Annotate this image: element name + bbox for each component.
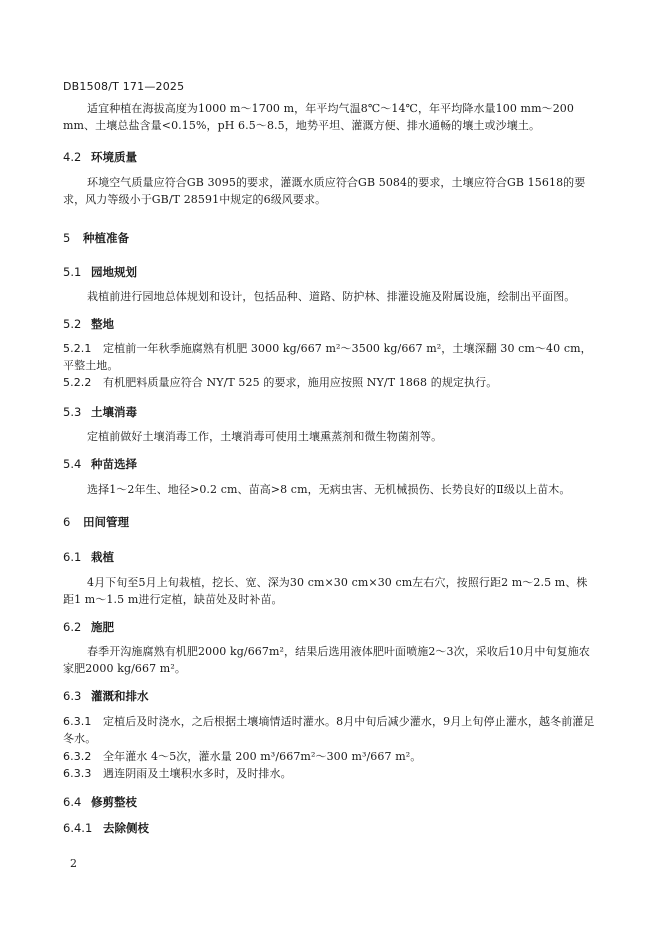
section-5-2-heading [63,316,595,332]
section-6-3-heading [63,688,595,704]
clause-number: 5.2.1 [63,342,92,355]
clause-5-2-1 [63,340,595,374]
section-title: 种苗选择 [91,457,137,471]
section-5-4-heading [63,456,595,472]
section-title: 田间管理 [83,515,129,529]
clause-6-3-3 [63,765,595,782]
section-number: 6.4.1 [63,821,93,835]
section-title: 灌溉和排水 [91,689,149,703]
paragraph-soil-disinfection: 定植前做好土壤消毒工作，土壤消毒可使用土壤熏蒸剂和微生物菌剂等。 [87,430,443,443]
section-number: 5.3 [63,405,82,419]
clause-6-3-2 [63,748,595,765]
paragraph-environment-quality: 环境空气质量应符合GB 3095的要求，灌溉水质应符合GB 5084的要求，土壤应符合GB 15618的要求，风力等级小于GB/T 28591中规定的6级风要求。 [63,176,586,206]
clause-text: 定植后及时浇水，之后根据土壤墒情适时灌水。8月中旬后减少灌水，9月上旬停止灌水，越冬前灌足冬水。 [63,715,595,745]
section-title: 施肥 [91,620,114,634]
section-5-heading [63,230,595,246]
page-number: 2 [70,857,77,870]
section-title: 去除侧枝 [103,821,149,835]
clause-number: 6.3.1 [63,715,92,728]
section-number: 5.2 [63,317,82,331]
section-number: 5.4 [63,457,82,471]
section-number: 5.1 [63,265,82,279]
section-title: 种植准备 [83,231,129,245]
section-4-2-heading [63,149,595,165]
paragraph-fertilization: 春季开沟施腐熟有机肥2000 kg/667m²，结果后选用液体肥叶面喷施2～3次，采收后10月中旬复施农家肥2000 kg/667 m²。 [63,645,590,675]
clause-text: 全年灌水 4～5次，灌水量 200 m³/667m²～300 m³/667 m²。 [103,750,422,763]
section-number: 6.4 [63,795,82,809]
paragraph-site-conditions: 适宜种植在海拔高度为1000 m～1700 m，年平均气温8℃～14℃，年平均降水量100 mm～200 mm、土壤总盐含量<0.15%，pH 6.5～8.5，地势平坦、灌溉方便、排水通畅的壤土或沙壤土。 [63,102,574,132]
section-number: 4.2 [63,150,82,164]
clause-text: 遇连阴雨及土壤积水多时，及时排水。 [103,767,292,780]
section-number: 6.3 [63,689,82,703]
section-number: 6 [63,515,71,529]
section-6-heading [63,514,595,530]
clause-number: 6.3.2 [63,750,92,763]
paragraph-garden-planning: 栽植前进行园地总体规划和设计，包括品种、道路、防护林、排灌设施及附属设施，绘制出平面图。 [87,290,576,303]
clause-number: 6.3.3 [63,767,92,780]
clause-5-2-2 [63,374,595,391]
section-number: 5 [63,231,71,245]
section-title: 土壤消毒 [91,405,137,419]
paragraph-planting: 4月下旬至5月上旬栽植，挖长、宽、深为30 cm×30 cm×30 cm左右穴，按照行距2 m～2.5 m、株距1 m～1.5 m进行定植，缺苗处及时补苗。 [63,576,588,606]
section-6-4-heading [63,794,595,810]
section-6-2-heading [63,619,595,635]
section-number: 6.1 [63,550,82,564]
section-5-1-heading [63,264,595,280]
clause-text: 定植前一年秋季施腐熟有机肥 3000 kg/667 m²～3500 kg/667 m²，土壤深翻 30 cm～40 cm，平整土地。 [63,342,592,372]
clause-6-3-1 [63,713,595,747]
section-title: 整地 [91,317,114,331]
section-title: 修剪整枝 [91,795,137,809]
section-title: 环境质量 [91,150,137,164]
standard-number: DB1508/T 171—2025 [63,80,185,93]
paragraph-seedling-selection: 选择1～2年生、地径>0.2 cm、苗高>8 cm，无病虫害、无机械损伤、长势良好的Ⅱ级以上苗木。 [87,483,571,496]
clause-text: 有机肥料质量应符合 NY/T 525 的要求，施用应按照 NY/T 1868 的规定执行。 [103,376,498,389]
section-number: 6.2 [63,620,82,634]
section-5-3-heading [63,404,595,420]
section-6-1-heading [63,549,595,565]
section-title: 园地规划 [91,265,137,279]
section-6-4-1-heading [63,820,595,836]
clause-number: 5.2.2 [63,376,92,389]
section-title: 栽植 [91,550,114,564]
